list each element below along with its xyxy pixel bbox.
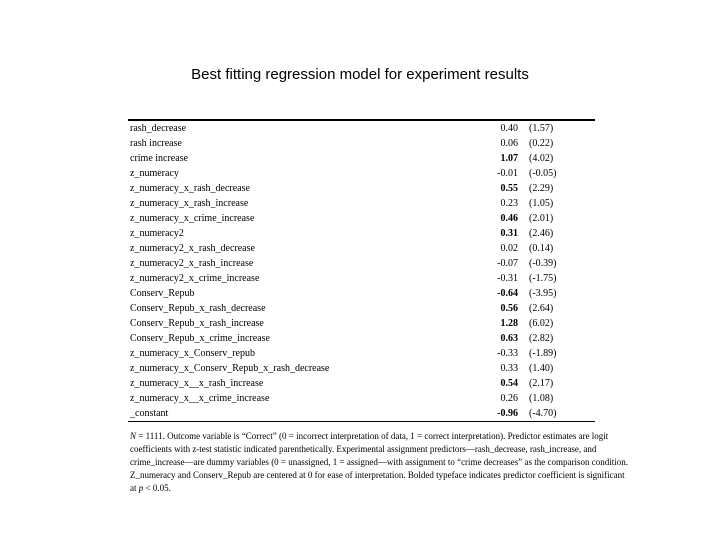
coefficient-value: 0.46 [500,213,518,224]
predictor-name: _constant [130,408,169,419]
table-row [130,166,595,181]
table-row [130,301,595,316]
regression-table [130,121,595,421]
z-statistic-value: (2.64) [529,303,554,314]
coefficient-value: 0.56 [500,303,518,314]
coefficient-value: -0.07 [497,258,518,269]
note-n-label: N [130,431,137,441]
z-statistic-value: (2.17) [529,378,554,389]
z-statistic-value: (2.46) [529,228,554,239]
coefficient-value: -0.64 [497,288,518,299]
coefficient-value: -0.31 [497,273,518,284]
coefficient-value: 0.63 [500,333,518,344]
note-p-label: p [138,483,144,493]
z-statistic-value: (-1.75) [529,273,557,284]
predictor-name: z_numeracy_x_rash_decrease [130,183,250,194]
z-statistic-value: (2.01) [529,213,554,224]
z-statistic-value: (6.02) [529,318,554,329]
predictor-name: z_numeracy2_x_crime_increase [130,273,260,284]
z-statistic-value: (-4.70) [529,408,557,419]
z-statistic-value: (1.05) [529,198,554,209]
table-row [130,121,595,136]
table-row [130,196,595,211]
z-statistic-value: (-0.39) [529,258,557,269]
coefficient-value: 0.31 [500,228,518,239]
predictor-name: rash_decrease [130,123,187,134]
predictor-name: rash increase [130,138,182,149]
coefficient-value: 0.02 [500,243,518,254]
predictor-name: z_numeracy [130,168,179,179]
table-row [130,211,595,226]
z-statistic-value: (1.40) [529,363,554,374]
table-row [130,226,595,241]
table-row [130,151,595,166]
coefficient-value: -0.33 [497,348,518,359]
predictor-name: z_numeracy2_x_rash_decrease [130,243,255,254]
coefficient-value: 0.40 [500,123,518,134]
z-statistic-value: (0.22) [529,138,554,149]
table-row [130,241,595,256]
predictor-name: z_numeracy_x__x_rash_increase [130,378,264,389]
predictor-name: z_numeracy2 [130,228,184,239]
table-bottom-rule [128,421,595,422]
table-row [130,271,595,286]
predictor-name: z_numeracy2_x_rash_increase [130,258,254,269]
z-statistic-value: (2.29) [529,183,554,194]
coefficient-value: -0.01 [497,168,518,179]
table-row [130,391,595,406]
table-row [130,256,595,271]
coefficient-value: 0.54 [500,378,518,389]
table-row [130,286,595,301]
z-statistic-value: (1.57) [529,123,554,134]
table-row [130,136,595,151]
predictor-name: z_numeracy_x_Conserv_repub [130,348,255,359]
coefficient-value: 1.07 [500,153,518,164]
table-row [130,376,595,391]
coefficient-value: 0.33 [500,363,518,374]
note-text: = 1111. Outcome variable is “Correct” (0 = incorrect interpretation of data, 1 = correct interpretation). Predictor estimates are logit coefficients with z-test statistic indicated parenthetically. Experimental assignment predictors—rash_decrease, rash_increase, and crime_increase—are dummy variables (0 = unassigned, 1 = assigned—with assignment to “crime decreases” as the comparison condition. Z_numeracy and Conserv_Repub are centered at 0 for ease of interpretation. Bolded typeface indicates predictor coefficient is significant at [130,431,629,493]
table-row [130,406,595,421]
z-statistic-value: (0.14) [529,243,554,254]
coefficient-value: -0.96 [497,408,518,419]
table-row [130,346,595,361]
z-statistic-value: (-1.89) [529,348,557,359]
coefficient-value: 0.26 [500,393,518,404]
z-statistic-value: (2.82) [529,333,554,344]
predictor-name: Conserv_Repub_x_rash_increase [130,318,264,329]
z-statistic-value: (1.08) [529,393,554,404]
coefficient-value: 1.28 [500,318,518,329]
predictor-name: z_numeracy_x__x_crime_increase [130,393,270,404]
table-row [130,361,595,376]
z-statistic-value: (-0.05) [529,168,557,179]
coefficient-value: 0.06 [500,138,518,149]
table-row [130,181,595,196]
predictor-name: crime increase [130,153,189,164]
z-statistic-value: (4.02) [529,153,554,164]
predictor-name: Conserv_Repub [130,288,195,299]
coefficient-value: 0.23 [500,198,518,209]
table-row [130,331,595,346]
note-p-text: < 0.05. [143,483,171,493]
table-title: Best fitting regression model for experiment results [191,66,529,83]
table-note [130,430,630,495]
z-statistic-value: (-3.95) [529,288,557,299]
predictor-name: Conserv_Repub_x_rash_decrease [130,303,266,314]
table-row [130,316,595,331]
predictor-name: z_numeracy_x_rash_increase [130,198,249,209]
predictor-name: z_numeracy_x_crime_increase [130,213,255,224]
predictor-name: z_numeracy_x_Conserv_Repub_x_rash_decrease [130,363,330,374]
coefficient-value: 0.55 [500,183,518,194]
predictor-name: Conserv_Repub_x_crime_increase [130,333,270,344]
